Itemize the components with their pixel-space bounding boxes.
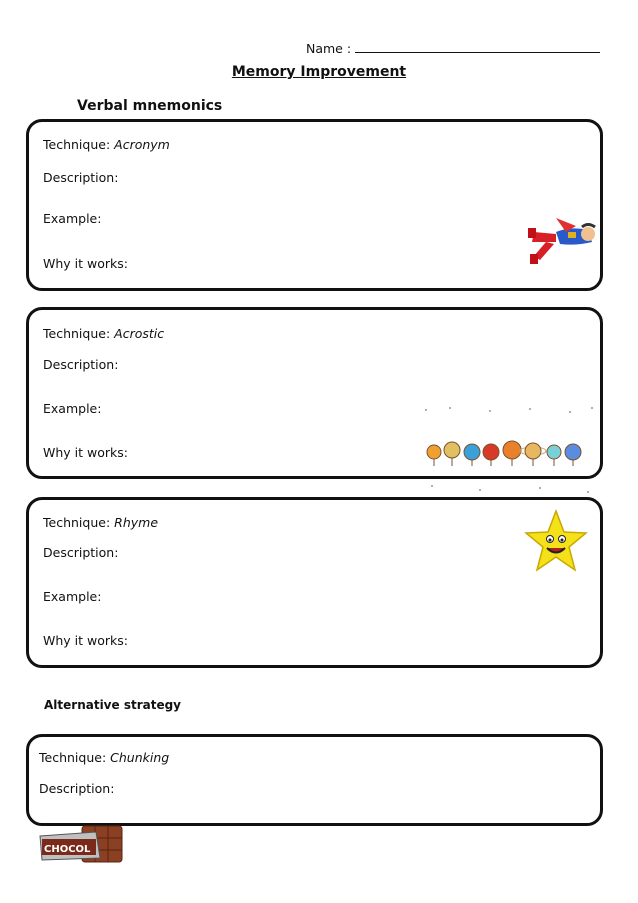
technique-line [43, 137, 170, 152]
example-label: Example: [43, 589, 102, 604]
technique-name: Rhyme [114, 515, 159, 530]
planets-row-icon [420, 406, 600, 494]
description-label: Description: [39, 781, 115, 796]
technique-line [39, 750, 169, 765]
why-it-works-label: Why it works: [43, 633, 128, 648]
technique-label: Technique: [43, 326, 111, 341]
why-it-works-label: Why it works: [43, 445, 128, 460]
technique-line [43, 515, 158, 530]
name-label: Name : [306, 41, 352, 56]
alternative-strategy-heading: Alternative strategy [44, 698, 182, 712]
name-field[interactable] [306, 40, 600, 56]
technique-name: Acronym [114, 137, 170, 152]
why-it-works-label: Why it works: [43, 256, 128, 271]
smiling-star-icon [524, 508, 588, 576]
technique-name: Chunking [110, 750, 170, 765]
acronym-card [26, 119, 603, 291]
technique-label: Technique: [43, 137, 111, 152]
verbal-mnemonics-heading: Verbal mnemonics [77, 98, 223, 114]
chocolate-bar-icon [38, 824, 124, 864]
rhyme-card [26, 497, 603, 668]
page-title: Memory Improvement [231, 64, 407, 80]
technique-line [43, 326, 164, 341]
chocolate-wrapper-label: CHOCOL [44, 844, 91, 855]
name-blank-line[interactable] [355, 40, 600, 53]
flying-superhero-icon [526, 212, 600, 268]
description-label: Description: [43, 170, 119, 185]
technique-label: Technique: [43, 515, 111, 530]
example-label: Example: [43, 211, 102, 226]
description-label: Description: [43, 357, 119, 372]
description-label: Description: [43, 545, 119, 560]
chunking-card [26, 734, 603, 826]
technique-label: Technique: [39, 750, 107, 765]
example-label: Example: [43, 401, 102, 416]
technique-name: Acrostic [114, 326, 165, 341]
